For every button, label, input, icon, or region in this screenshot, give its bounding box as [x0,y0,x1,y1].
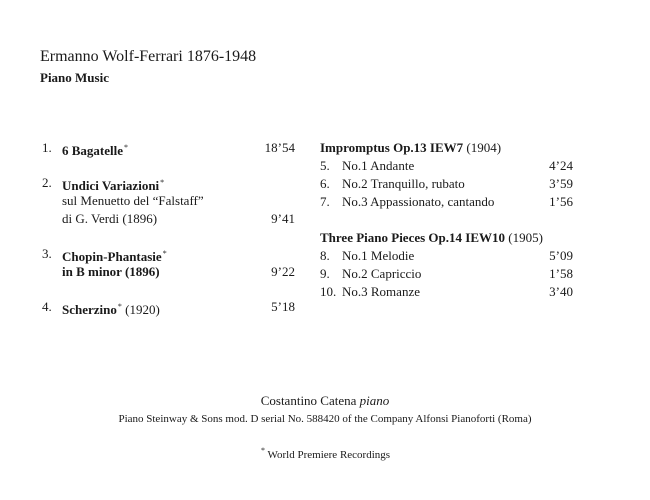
track-9-number: 9. [320,266,330,281]
track-2-duration: 9’41 [271,211,295,226]
track-3-title: Chopin-Phantasie* [62,249,167,264]
track-10-number: 10. [320,284,337,299]
track-9-duration: 1’58 [549,266,573,281]
track-10-duration: 3’40 [549,284,573,299]
album-subtitle: Piano Music [40,70,109,85]
group-2-heading: Three Piano Pieces Op.14 IEW10 (1905) [320,230,543,245]
track-7-title: No.3 Appassionato, cantando [342,194,495,209]
track-4-number: 4. [42,299,52,314]
composer-title: Ermanno Wolf-Ferrari 1876-1948 [40,48,257,65]
track-7-duration: 1’56 [549,194,573,209]
track-2-number: 2. [42,175,52,190]
track-6-number: 6. [320,176,330,191]
group-1-heading: Impromptus Op.13 IEW7 (1904) [320,140,502,155]
track-4-duration: 5’18 [271,299,295,314]
track-1-duration: 18’54 [264,140,295,155]
track-8-title: No.1 Melodie [342,248,415,263]
track-3-subtitle: in B minor (1896) [62,264,160,279]
track-1-number: 1. [42,140,52,155]
track-7-number: 7. [320,194,330,209]
track-3-number: 3. [42,246,52,261]
track-10-title: No.3 Romanze [342,284,420,299]
track-5-duration: 4’24 [549,158,573,173]
track-4-title: Scherzino* (1920) [62,302,160,317]
track-8-duration: 5’09 [549,248,573,263]
footnote: * World Premiere Recordings [260,446,391,461]
track-1-title: 6 Bagatelle* [62,143,129,158]
track-2-title: Undici Variazioni* [62,178,165,193]
track-8-number: 8. [320,248,330,263]
track-3-duration: 9’22 [271,264,295,279]
performer-credit: Costantino Catena piano [260,393,390,408]
track-2-subtitle: sul Menuetto del “Falstaff” [62,193,204,208]
track-6-title: No.2 Tranquillo, rubato [342,176,465,191]
track-6-duration: 3’59 [549,176,573,191]
track-5-number: 5. [320,158,330,173]
instrument-credit: Piano Steinway & Sons mod. D serial No. 588420 of the Company Alfonsi Pianoforti (Roma) [118,413,532,425]
track-2-subtitle-2: di G. Verdi (1896) [62,211,158,226]
track-9-title: No.2 Capriccio [342,266,422,281]
track-5-title: No.1 Andante [342,158,415,173]
